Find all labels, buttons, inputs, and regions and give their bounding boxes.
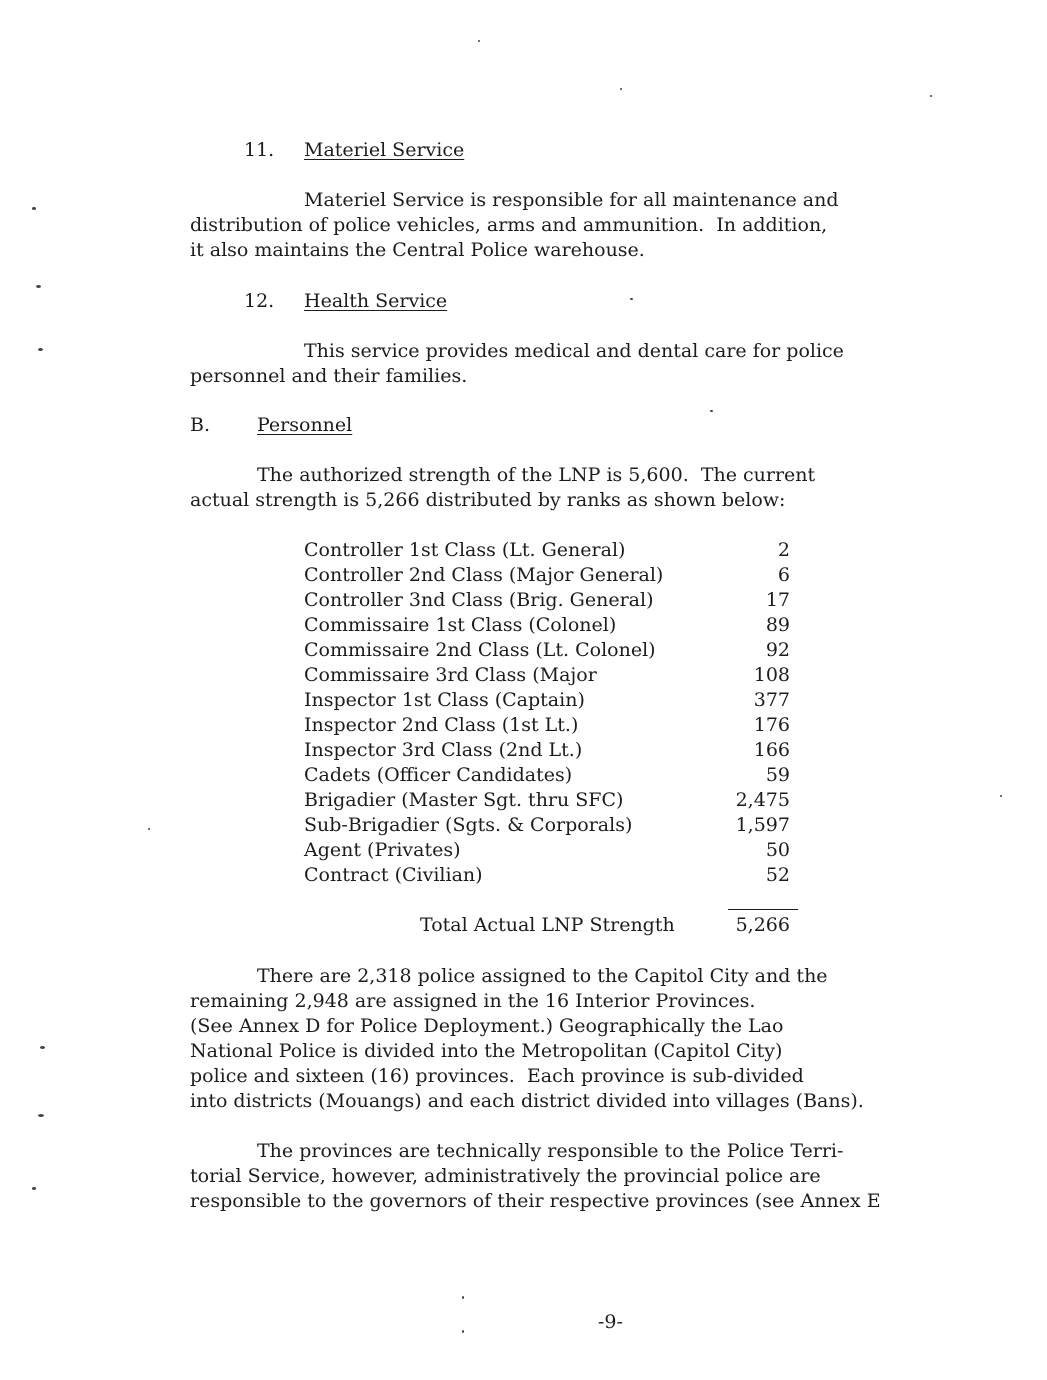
table-row	[304, 863, 790, 888]
section-12-heading: Health Service	[304, 290, 448, 312]
section-11-heading: Materiel Service	[304, 139, 465, 161]
rank-name: Agent (Privates)	[304, 839, 461, 861]
rank-name: Controller 1st Class (Lt. General)	[304, 539, 626, 561]
deployment-line-6: into districts (Mouangs) and each district divided into villages (Bans).	[190, 1090, 864, 1112]
scan-speck	[148, 828, 150, 830]
provinces-line-3: responsible to the governors of their respective provinces (see Annex E	[190, 1190, 881, 1212]
deployment-line-3: (See Annex D for Police Deployment.) Geographically the Lao	[190, 1015, 784, 1037]
scan-speck	[36, 285, 41, 288]
rank-name: Inspector 2nd Class (1st Lt.)	[304, 714, 579, 736]
rank-name: Commissaire 2nd Class (Lt. Colonel)	[304, 639, 656, 661]
table-row	[304, 738, 790, 763]
table-row	[304, 838, 790, 863]
scan-speck	[710, 410, 713, 412]
table-row	[304, 638, 790, 663]
rank-count: 6	[777, 564, 790, 586]
section-b-intro-line-2: actual strength is 5,266 distributed by ranks as shown below:	[190, 489, 786, 511]
table-row	[304, 538, 790, 563]
table-row	[304, 588, 790, 613]
table-row	[304, 663, 790, 688]
total-rule	[728, 909, 798, 910]
table-row	[304, 613, 790, 638]
rank-count: 50	[765, 839, 790, 861]
section-b-heading: Personnel	[257, 414, 353, 436]
section-11-line-2: distribution of police vehicles, arms and ammunition. In addition,	[190, 214, 828, 236]
total-value: 5,266	[735, 914, 790, 936]
scan-speck	[32, 1187, 36, 1190]
scan-speck	[38, 1114, 44, 1117]
deployment-line-4: National Police is divided into the Metropolitan (Capitol City)	[190, 1040, 783, 1062]
scan-speck	[40, 1046, 45, 1049]
scan-speck	[462, 1296, 464, 1299]
scan-speck	[38, 348, 43, 351]
table-row	[304, 688, 790, 713]
rank-name: Contract (Civilian)	[304, 864, 483, 886]
section-11-line-3: it also maintains the Central Police warehouse.	[190, 239, 645, 261]
provinces-line-1: The provinces are technically responsible to the Police Terri-	[257, 1140, 844, 1162]
rank-name: Controller 2nd Class (Major General)	[304, 564, 664, 586]
rank-count: 377	[753, 689, 790, 711]
rank-count: 89	[765, 614, 790, 636]
rank-name: Cadets (Officer Candidates)	[304, 764, 573, 786]
rank-count: 52	[765, 864, 790, 886]
scan-speck	[930, 95, 932, 97]
rank-name: Inspector 3rd Class (2nd Lt.)	[304, 739, 583, 761]
section-12-line-1: This service provides medical and dental care for police	[304, 340, 844, 362]
table-row	[304, 788, 790, 813]
rank-name: Inspector 1st Class (Captain)	[304, 689, 585, 711]
rank-count: 176	[753, 714, 790, 736]
rank-count: 166	[753, 739, 790, 761]
rank-count: 17	[765, 589, 790, 611]
section-12-line-2: personnel and their families.	[190, 365, 468, 387]
rank-name: Commissaire 3rd Class (Major	[304, 664, 597, 686]
rank-name: Brigadier (Master Sgt. thru SFC)	[304, 789, 624, 811]
ranks-table	[304, 538, 790, 888]
scan-speck	[630, 298, 633, 300]
scan-speck	[32, 207, 36, 210]
table-row	[304, 763, 790, 788]
scan-speck	[478, 40, 480, 42]
total-label: Total Actual LNP Strength	[420, 914, 675, 936]
table-row	[304, 813, 790, 838]
rank-name: Controller 3nd Class (Brig. General)	[304, 589, 654, 611]
deployment-line-2: remaining 2,948 are assigned in the 16 Interior Provinces.	[190, 990, 756, 1012]
section-11-number: 11.	[244, 139, 275, 161]
deployment-line-5: police and sixteen (16) provinces. Each province is sub-divided	[190, 1065, 804, 1087]
page-number: -9-	[598, 1311, 623, 1333]
rank-count: 59	[765, 764, 790, 786]
provinces-line-2: torial Service, however, administratively the provincial police are	[190, 1165, 821, 1187]
rank-count: 1,597	[735, 814, 790, 836]
rank-count: 2	[777, 539, 790, 561]
table-row	[304, 713, 790, 738]
scan-speck	[462, 1330, 464, 1333]
rank-count: 92	[765, 639, 790, 661]
rank-count: 2,475	[735, 789, 790, 811]
deployment-line-1: There are 2,318 police assigned to the Capitol City and the	[257, 965, 828, 987]
rank-name: Commissaire 1st Class (Colonel)	[304, 614, 617, 636]
scan-speck	[620, 88, 622, 90]
section-11-line-1: Materiel Service is responsible for all maintenance and	[304, 189, 839, 211]
rank-name: Sub-Brigadier (Sgts. & Corporals)	[304, 814, 633, 836]
section-b-letter: B.	[190, 414, 211, 436]
table-row	[304, 563, 790, 588]
scan-speck	[1000, 795, 1002, 797]
section-12-number: 12.	[244, 290, 275, 312]
section-b-intro-line-1: The authorized strength of the LNP is 5,600. The current	[257, 464, 816, 486]
rank-count: 108	[753, 664, 790, 686]
